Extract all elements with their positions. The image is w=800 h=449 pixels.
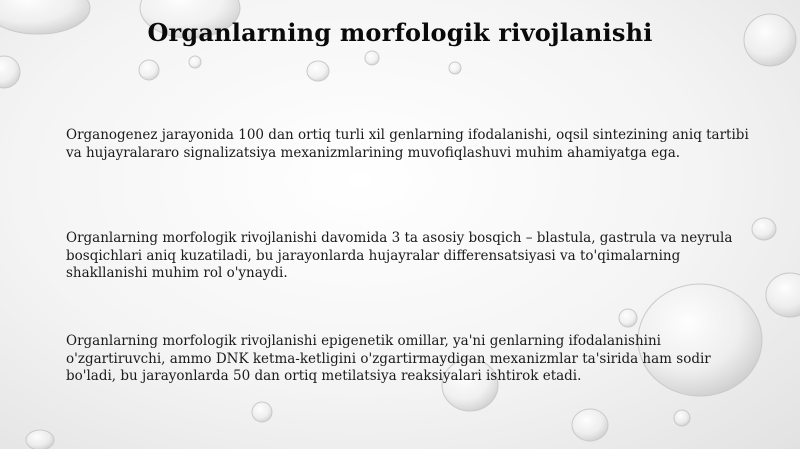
droplet [252,402,272,422]
paragraph-development-stages: Organlarning morfologik rivojlanishi davomida 3 ta asosiy bosqich – blastula, gastrula va neyrula bosqichlari aniq kuzatiladi, bu jarayonlarda hujayralar differensatsiyasi va to'qimalarning shakllanishi muhim rol o'ynaydi. [66,230,733,281]
paragraph-epigenetic-factors: Organlarning morfologik rivojlanishi epigenetik omillar, ya'ni genlarning ifodalanishini o'zgartiruvchi, ammo DNK ketma-ketligini o'zgartirmaydigan mexanizmlar ta'sirida ham sodir bo'ladi, bu jarayonlarda 50 dan ortiq metilatsiya reaksiyalari ishtirok etadi. [66,333,711,384]
droplet [674,410,690,426]
droplet [26,430,54,449]
slide-title: Organlarning morfologik rivojlanishi [147,18,653,47]
paragraph-organogenesis: Organogenez jarayonida 100 dan ortiq turli xil genlarning ifodalanishi, oqsil sintezining aniq tartibi va hujayralararo signalizatsiya mexanizmlarining muvofiqlashuvi muhim ahamiyatga ega. [66,127,749,161]
droplet [0,56,20,88]
droplet [619,309,637,327]
droplet [139,60,159,80]
droplet [449,62,461,74]
droplet [189,56,201,68]
droplet [766,273,800,317]
droplet [365,51,379,65]
droplet [572,409,608,441]
droplet [307,61,329,81]
